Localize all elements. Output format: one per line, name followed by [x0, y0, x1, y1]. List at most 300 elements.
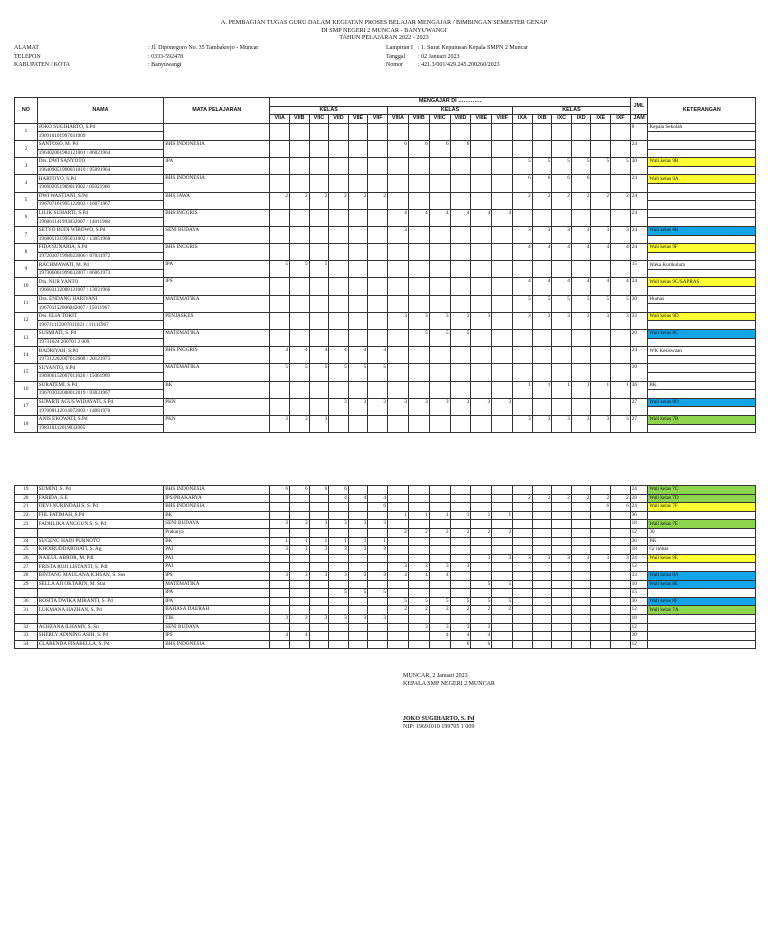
- cell-hours: 2: [387, 528, 408, 537]
- cell-jml: 27: [630, 415, 648, 432]
- cell-hours: [289, 528, 309, 537]
- cell-hours: 2: [289, 192, 309, 209]
- cell-hours: [387, 580, 408, 589]
- cell-hours: [309, 140, 329, 157]
- cell-keterangan: Wali kelas 8E: [648, 580, 756, 589]
- cell-hours: [368, 226, 388, 243]
- cell-hours: 5: [552, 295, 572, 312]
- cell-hours: [450, 415, 471, 432]
- cell-hours: 4: [387, 571, 408, 580]
- cell-hours: [591, 614, 611, 623]
- cell-hours: [368, 295, 388, 312]
- cell-hours: [571, 632, 591, 641]
- cell-hours: [270, 244, 290, 261]
- cell-hours: [368, 415, 388, 432]
- cell-hours: [492, 226, 513, 243]
- table-row: [15, 140, 756, 149]
- cell-jml: 36: [630, 381, 648, 398]
- cell-hours: 5: [611, 158, 631, 175]
- cell-hours: 3: [309, 546, 329, 555]
- cell-mapel: PKN: [164, 398, 270, 415]
- cell-hours: 4: [571, 244, 591, 261]
- table-row: [15, 415, 756, 424]
- cell-hours: [571, 486, 591, 495]
- cell-hours: [329, 278, 349, 295]
- cell-hours: 2: [492, 528, 513, 537]
- cell-hours: [492, 175, 513, 192]
- cell-hours: 2: [513, 494, 533, 503]
- info-label: Tanggal: [386, 53, 406, 60]
- cell-nama: FARIDA, S.E: [37, 494, 163, 503]
- cell-no: 24: [15, 537, 38, 546]
- cell-hours: [571, 640, 591, 649]
- cell-hours: [368, 597, 388, 606]
- cell-hours: [270, 494, 290, 503]
- cell-hours: 6: [471, 640, 492, 649]
- cell-keterangan: [648, 364, 756, 373]
- cell-hours: 4: [492, 209, 513, 226]
- cell-hours: [348, 486, 368, 495]
- cell-hours: [591, 175, 611, 192]
- cell-hours: [492, 140, 513, 157]
- cell-hours: [532, 123, 552, 140]
- cell-hours: [309, 244, 329, 261]
- header-class: VIIC: [309, 115, 329, 124]
- cell-hours: 2: [329, 192, 349, 209]
- cell-hours: [429, 123, 450, 140]
- cell-hours: [552, 640, 572, 649]
- cell-jml: 12: [630, 528, 648, 537]
- cell-hours: [532, 614, 552, 623]
- cell-hours: [492, 503, 513, 512]
- cell-hours: [552, 330, 572, 347]
- cell-keterangan-blank: [648, 355, 756, 364]
- cell-hours: [450, 295, 471, 312]
- cell-hours: [387, 158, 408, 175]
- cell-nama: FIDA SUNARIA, S.Pd: [37, 244, 163, 253]
- cell-hours: 4: [429, 209, 450, 226]
- cell-hours: 3: [532, 415, 552, 432]
- cell-mapel: BHS INDONESIA: [164, 140, 270, 157]
- cell-hours: [387, 614, 408, 623]
- cell-hours: [513, 537, 533, 546]
- cell-hours: 4: [387, 209, 408, 226]
- cell-keterangan-blank: [648, 132, 756, 141]
- cell-hours: [408, 175, 429, 192]
- cell-no: 29: [15, 580, 38, 589]
- cell-hours: [591, 330, 611, 347]
- cell-hours: [492, 640, 513, 649]
- cell-hours: [492, 494, 513, 503]
- cell-keterangan: [648, 563, 756, 572]
- cell-hours: [571, 503, 591, 512]
- cell-hours: [492, 381, 513, 398]
- cell-keterangan: Wali kelas 9F: [648, 244, 756, 253]
- cell-nama: Drs. DWI SANYOTO: [37, 158, 163, 167]
- cell-keterangan: Wali kelas 9A: [648, 175, 756, 184]
- cell-mapel: SENI BUDAYA: [164, 226, 270, 243]
- cell-hours: 5: [408, 330, 429, 347]
- cell-hours: 1: [591, 381, 611, 398]
- assignment-table-1: [14, 97, 756, 433]
- cell-hours: 3: [309, 415, 329, 432]
- cell-hours: [532, 140, 552, 157]
- cell-keterangan: Wali kelas 8A: [648, 571, 756, 580]
- cell-nama: ANIS EKOWATI, S.Pd: [37, 415, 163, 424]
- cell-hours: 2: [450, 606, 471, 615]
- cell-mapel: IPS: [164, 278, 270, 295]
- cell-nama: DWI WASTIANI, S.Pd: [37, 192, 163, 201]
- cell-hours: 1: [368, 537, 388, 546]
- cell-mapel: BHS INGGRIS: [164, 209, 270, 226]
- cell-hours: 1: [309, 537, 329, 546]
- cell-hours: [429, 278, 450, 295]
- cell-hours: 5: [289, 261, 309, 278]
- cell-hours: 4: [289, 347, 309, 364]
- cell-mapel: BK: [164, 381, 270, 398]
- cell-hours: 3: [329, 614, 349, 623]
- cell-hours: [591, 580, 611, 589]
- cell-jml: 36: [630, 537, 648, 546]
- cell-hours: [348, 295, 368, 312]
- table-row: [15, 192, 756, 201]
- cell-hours: [270, 580, 290, 589]
- info-value: : Banyuwangi: [148, 62, 182, 69]
- cell-hours: [289, 381, 309, 398]
- table-row: [15, 537, 756, 546]
- cell-hours: [471, 175, 492, 192]
- cell-hours: 3: [471, 554, 492, 563]
- cell-hours: [450, 614, 471, 623]
- cell-mapel: MATEMATIKA: [164, 364, 270, 381]
- cell-hours: [429, 192, 450, 209]
- cell-hours: [611, 175, 631, 192]
- cell-hours: [309, 606, 329, 615]
- cell-hours: 3: [571, 554, 591, 563]
- cell-hours: [513, 623, 533, 632]
- cell-nip: 19731024 200701 2 009: [37, 338, 163, 347]
- cell-hours: [611, 580, 631, 589]
- cell-mapel: BHS INDONESIA: [164, 486, 270, 495]
- cell-hours: [492, 563, 513, 572]
- cell-hours: [329, 312, 349, 329]
- table-row: [15, 123, 756, 132]
- cell-mapel: IPA: [164, 261, 270, 278]
- cell-mapel: BK: [164, 511, 270, 520]
- cell-hours: 2: [492, 606, 513, 615]
- table-row: [15, 158, 756, 167]
- cell-hours: [450, 123, 471, 140]
- cell-hours: 6: [532, 175, 552, 192]
- cell-keterangan: BK: [648, 381, 756, 390]
- cell-hours: [591, 623, 611, 632]
- cell-nip: 196711112007011021 / 11111967: [37, 321, 163, 330]
- cell-hours: [348, 312, 368, 329]
- cell-hours: 5: [329, 364, 349, 381]
- cell-no: 10: [15, 278, 38, 295]
- cell-hours: 3: [270, 546, 290, 555]
- cell-hours: [591, 537, 611, 546]
- cell-mapel: IPS: [164, 571, 270, 580]
- cell-jml: 12: [630, 623, 648, 632]
- table-row: [15, 589, 756, 598]
- cell-hours: [492, 546, 513, 555]
- cell-hours: [289, 511, 309, 520]
- cell-no: 26: [15, 554, 38, 563]
- cell-hours: [408, 632, 429, 641]
- signature-name: JOKO SUGIHARTO, S. Pd: [403, 716, 475, 722]
- info-label: Lampiran I: [386, 45, 413, 51]
- cell-hours: [591, 520, 611, 529]
- cell-no: 5: [15, 192, 38, 209]
- cell-hours: 3: [552, 226, 572, 243]
- cell-hours: [492, 415, 513, 432]
- cell-hours: [270, 528, 290, 537]
- cell-nama: LILIK SUHARTI, S.Pd: [37, 209, 163, 218]
- cell-hours: [552, 364, 572, 381]
- cell-hours: 3: [368, 546, 388, 555]
- cell-hours: [513, 503, 533, 512]
- cell-keterangan-blank: [648, 201, 756, 210]
- cell-hours: 4: [591, 244, 611, 261]
- cell-hours: 4: [429, 571, 450, 580]
- cell-hours: 2: [552, 494, 572, 503]
- cell-mapel: BHS JAWA: [164, 192, 270, 209]
- cell-keterangan: [648, 192, 756, 201]
- cell-nip: 197312202007012008 / 20121973: [37, 355, 163, 364]
- cell-hours: [348, 511, 368, 520]
- cell-hours: [532, 623, 552, 632]
- cell-hours: [309, 563, 329, 572]
- cell-hours: 5: [532, 158, 552, 175]
- cell-hours: [611, 546, 631, 555]
- cell-hours: 5: [368, 364, 388, 381]
- cell-keterangan: [648, 140, 756, 149]
- cell-hours: [289, 175, 309, 192]
- cell-hours: 4: [309, 347, 329, 364]
- cell-hours: [552, 261, 572, 278]
- cell-hours: [329, 295, 349, 312]
- header-class: VIIIA: [387, 115, 408, 124]
- table-row: [15, 640, 756, 649]
- cell-hours: [289, 123, 309, 140]
- cell-hours: 3: [387, 312, 408, 329]
- header-class: IXB: [532, 115, 552, 124]
- cell-keterangan: Humas: [648, 295, 756, 304]
- cell-hours: [408, 614, 429, 623]
- cell-hours: [348, 175, 368, 192]
- cell-hours: [471, 614, 492, 623]
- cell-hours: 3: [611, 415, 631, 432]
- cell-hours: 1: [408, 511, 429, 520]
- cell-nip: 196707161995122002 / 16071967: [37, 201, 163, 210]
- cell-mapel: SENI BUDAYA: [164, 520, 270, 529]
- cell-mapel: PAI: [164, 563, 270, 572]
- cell-hours: 3: [289, 520, 309, 529]
- table-row: [15, 486, 756, 495]
- cell-hours: [513, 209, 533, 226]
- cell-hours: [408, 226, 429, 243]
- cell-hours: 2: [408, 606, 429, 615]
- cell-hours: [387, 347, 408, 364]
- cell-hours: [611, 123, 631, 140]
- cell-hours: [611, 606, 631, 615]
- cell-no: 9: [15, 261, 38, 278]
- cell-hours: [348, 278, 368, 295]
- cell-hours: [450, 503, 471, 512]
- cell-no: 31: [15, 606, 38, 615]
- cell-hours: [591, 364, 611, 381]
- info-value: : 421.3/001/429.245.200260/2023: [418, 62, 500, 69]
- cell-hours: 4: [289, 632, 309, 641]
- cell-hours: [387, 192, 408, 209]
- cell-keterangan: Wali kelas 8F: [648, 597, 756, 606]
- cell-hours: [552, 563, 572, 572]
- cell-mapel: BK: [164, 537, 270, 546]
- cell-jml: 33: [630, 312, 648, 329]
- cell-mapel: BHS INDONESIA: [164, 503, 270, 512]
- cell-hours: [387, 381, 408, 398]
- cell-hours: [387, 494, 408, 503]
- cell-hours: [408, 244, 429, 261]
- cell-hours: [348, 503, 368, 512]
- cell-hours: [571, 140, 591, 157]
- cell-hours: [492, 278, 513, 295]
- cell-hours: 4: [270, 632, 290, 641]
- cell-hours: [348, 226, 368, 243]
- cell-hours: [289, 295, 309, 312]
- cell-hours: [270, 123, 290, 140]
- cell-hours: [368, 580, 388, 589]
- cell-hours: [387, 364, 408, 381]
- cell-nama: ROSITA DWIKA MIRANTI, S. Pd: [37, 597, 163, 606]
- cell-keterangan-blank: [648, 321, 756, 330]
- cell-hours: 3: [450, 312, 471, 329]
- cell-hours: [368, 261, 388, 278]
- cell-hours: [513, 580, 533, 589]
- cell-hours: [552, 486, 572, 495]
- cell-nama: SHERLY ADINING ASIH, S. Pd: [37, 632, 163, 641]
- cell-hours: [329, 140, 349, 157]
- cell-hours: [309, 158, 329, 175]
- cell-hours: 3: [348, 520, 368, 529]
- header-class: VIIE: [348, 115, 368, 124]
- cell-hours: [309, 312, 329, 329]
- cell-hours: [408, 278, 429, 295]
- cell-keterangan: Wali kelas 8C: [648, 330, 756, 339]
- cell-no: 32: [15, 623, 38, 632]
- cell-hours: 5: [289, 364, 309, 381]
- cell-hours: 5: [348, 364, 368, 381]
- cell-nama: FRISTA ROJI LISTANTI, S. PdI: [37, 563, 163, 572]
- cell-hours: [492, 486, 513, 495]
- cell-keterangan-blank: [648, 407, 756, 416]
- cell-hours: [513, 140, 533, 157]
- cell-hours: 3: [513, 226, 533, 243]
- cell-hours: 4: [571, 278, 591, 295]
- cell-mapel: MATEMATIKA: [164, 330, 270, 347]
- cell-no: 20: [15, 494, 38, 503]
- cell-hours: 3: [450, 398, 471, 415]
- cell-hours: [611, 597, 631, 606]
- cell-hours: 4: [552, 278, 572, 295]
- cell-hours: [450, 192, 471, 209]
- cell-hours: [329, 528, 349, 537]
- cell-hours: [450, 546, 471, 555]
- header-class: VIIID: [450, 115, 471, 124]
- cell-hours: [532, 632, 552, 641]
- cell-hours: 5: [450, 330, 471, 347]
- table-row: [15, 580, 756, 589]
- cell-hours: 4: [429, 632, 450, 641]
- cell-nama: SUGENG HADI PURNOTO: [37, 537, 163, 546]
- cell-hours: [571, 597, 591, 606]
- cell-hours: [532, 563, 552, 572]
- cell-nama: Drs. ELIA TOKIT: [37, 312, 163, 321]
- cell-hours: [611, 347, 631, 364]
- cell-nip: 197203071998022006 / 07031972: [37, 252, 163, 261]
- cell-hours: 3: [408, 563, 429, 572]
- info-label: ALAMAT: [14, 45, 39, 51]
- cell-hours: [289, 580, 309, 589]
- cell-hours: [492, 330, 513, 347]
- header-no: NO: [15, 98, 38, 124]
- cell-hours: [368, 158, 388, 175]
- cell-hours: 3: [270, 614, 290, 623]
- cell-hours: [408, 589, 429, 598]
- cell-keterangan: [648, 614, 756, 623]
- cell-hours: [289, 640, 309, 649]
- cell-hours: [429, 381, 450, 398]
- cell-hours: [429, 503, 450, 512]
- cell-hours: 3: [429, 312, 450, 329]
- cell-hours: [368, 123, 388, 140]
- cell-nama: SURATEMI, S.Pd: [37, 381, 163, 390]
- cell-hours: [591, 546, 611, 555]
- cell-hours: 6: [309, 486, 329, 495]
- cell-hours: [429, 415, 450, 432]
- cell-hours: 1: [513, 381, 533, 398]
- cell-hours: [289, 226, 309, 243]
- cell-hours: [471, 347, 492, 364]
- cell-hours: [408, 537, 429, 546]
- cell-hours: [471, 192, 492, 209]
- cell-nip: 196402061984121001 / 06021964: [37, 149, 163, 158]
- signature-place-date: MUNCAR, 2 Januari 2023: [403, 673, 468, 679]
- cell-hours: 2: [408, 528, 429, 537]
- cell-hours: 1: [429, 511, 450, 520]
- cell-hours: [329, 554, 349, 563]
- info-value: : Jl. Diponegoro No. 35 Tambakrejo - Muncar: [148, 45, 259, 51]
- info-label: KABUPATEN / KOTA: [14, 62, 70, 69]
- cell-hours: 3: [289, 415, 309, 432]
- cell-hours: 1: [450, 511, 471, 520]
- title-line-3: TAHUN PELAJARAN 2022 - 2023: [339, 34, 429, 41]
- cell-hours: 2: [571, 494, 591, 503]
- cell-hours: 5: [471, 597, 492, 606]
- cell-hours: [429, 364, 450, 381]
- cell-hours: [492, 364, 513, 381]
- cell-hours: [611, 364, 631, 381]
- table-row: [15, 278, 756, 287]
- table-row: [15, 209, 756, 218]
- cell-mapel: PAI: [164, 546, 270, 555]
- cell-hours: [309, 632, 329, 641]
- cell-nama: DEVI NURINDAH S, S. Pd: [37, 503, 163, 512]
- cell-hours: [429, 520, 450, 529]
- cell-hours: 3: [368, 571, 388, 580]
- cell-keterangan: Wali kelas 8D: [648, 398, 756, 407]
